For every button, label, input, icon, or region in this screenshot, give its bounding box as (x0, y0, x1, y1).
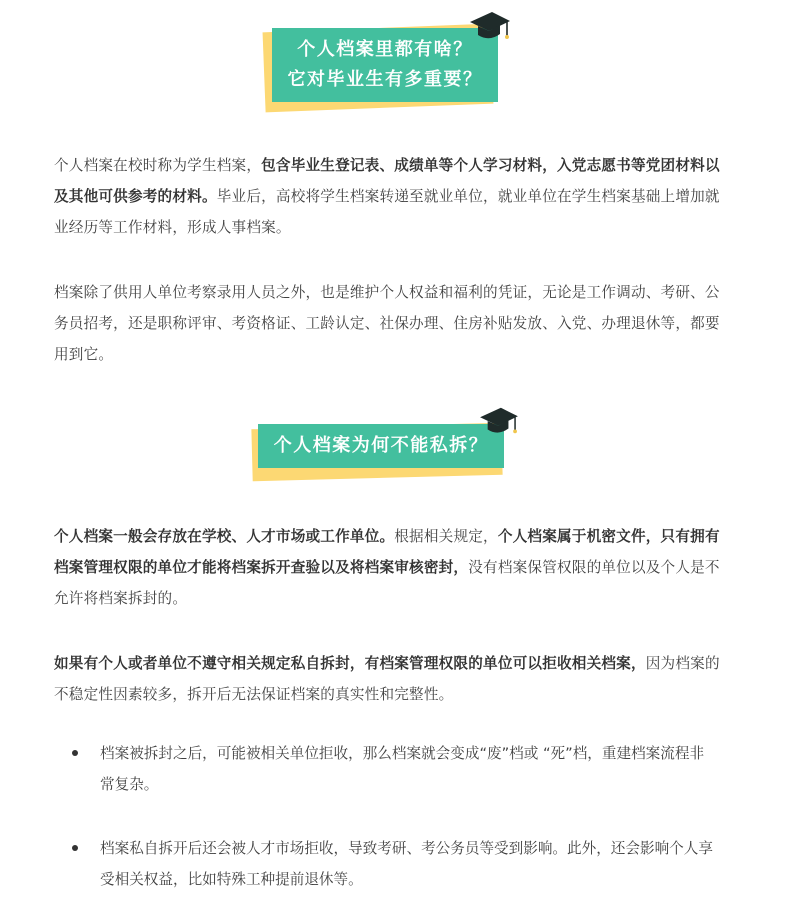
paragraph-archive-storage (54, 521, 722, 614)
list-item-text: 档案私自拆开后还会被人才市场拒收，导致考研、考公务员等受到影响。此外，还会影响个人享受相关权益，比如特殊工种提前退休等。 (100, 840, 713, 888)
text: 根据相关规定， (394, 528, 498, 545)
list-item-text: 档案被拆封之后，可能被相关单位拒收，那么档案就会变成“废”档或 “死”档，重建档案流程非常复杂。 (100, 745, 705, 793)
heading-1-line-2: 它对毕业生有多重要？ (287, 69, 483, 90)
bold-text: 个人档案属于机密文件，只有拥有档案管理权限的单位才能将档案拆开查验以及将档案审核密封， (54, 528, 720, 576)
paragraph-archive-usage: 档案除了供用人单位考察录用人员之外，也是维护个人权益和福利的凭证，无论是工作调动、考研、公务员招考，还是职称评审、考资格证、工龄认定、社保办理、住房补贴发放、入党、办理退休等，都要用到它。 (54, 284, 720, 363)
text: 没有档案保管权限的单位以及个人是不允许将档案拆封的。 (54, 559, 720, 607)
heading-2-line: 个人档案为何不能私拆？ (273, 435, 489, 456)
text: 因为档案的不稳定性因素较多，拆开后无法保证档案的真实性和完整性。 (54, 655, 720, 703)
list-item (54, 833, 714, 895)
heading-1-title (272, 28, 498, 102)
paragraph-private-unsealing (54, 648, 722, 710)
heading-badge-2 (252, 404, 522, 484)
bullet-dot-icon (72, 845, 78, 851)
list-item (54, 738, 714, 800)
text: 个人档案在校时称为学生档案， (54, 157, 262, 174)
heading-badge-1 (264, 8, 514, 112)
heading-2-title (258, 424, 504, 468)
heading-1-line-1: 个人档案里都有啥？ (297, 39, 473, 60)
graduation-cap-icon (468, 8, 512, 44)
consequences-list (54, 738, 714, 895)
bold-text: 包含毕业生登记表、成绩单等个人学习材料，入党志愿书等党团材料以及其他可供参考的材料。 (54, 157, 720, 205)
bullet-dot-icon (72, 750, 78, 756)
paragraph-student-archive (54, 150, 722, 243)
text: 毕业后，高校将学生档案转递至就业单位，就业单位在学生档案基础上增加就业经历等工作材料，形成人事档案。 (54, 188, 720, 236)
bold-text: 如果有个人或者单位不遵守相关规定私自拆封，有档案管理权限的单位可以拒收相关档案， (54, 655, 646, 672)
graduation-cap-icon (478, 404, 520, 438)
bold-text: 个人档案一般会存放在学校、人才市场或工作单位。 (54, 528, 395, 545)
